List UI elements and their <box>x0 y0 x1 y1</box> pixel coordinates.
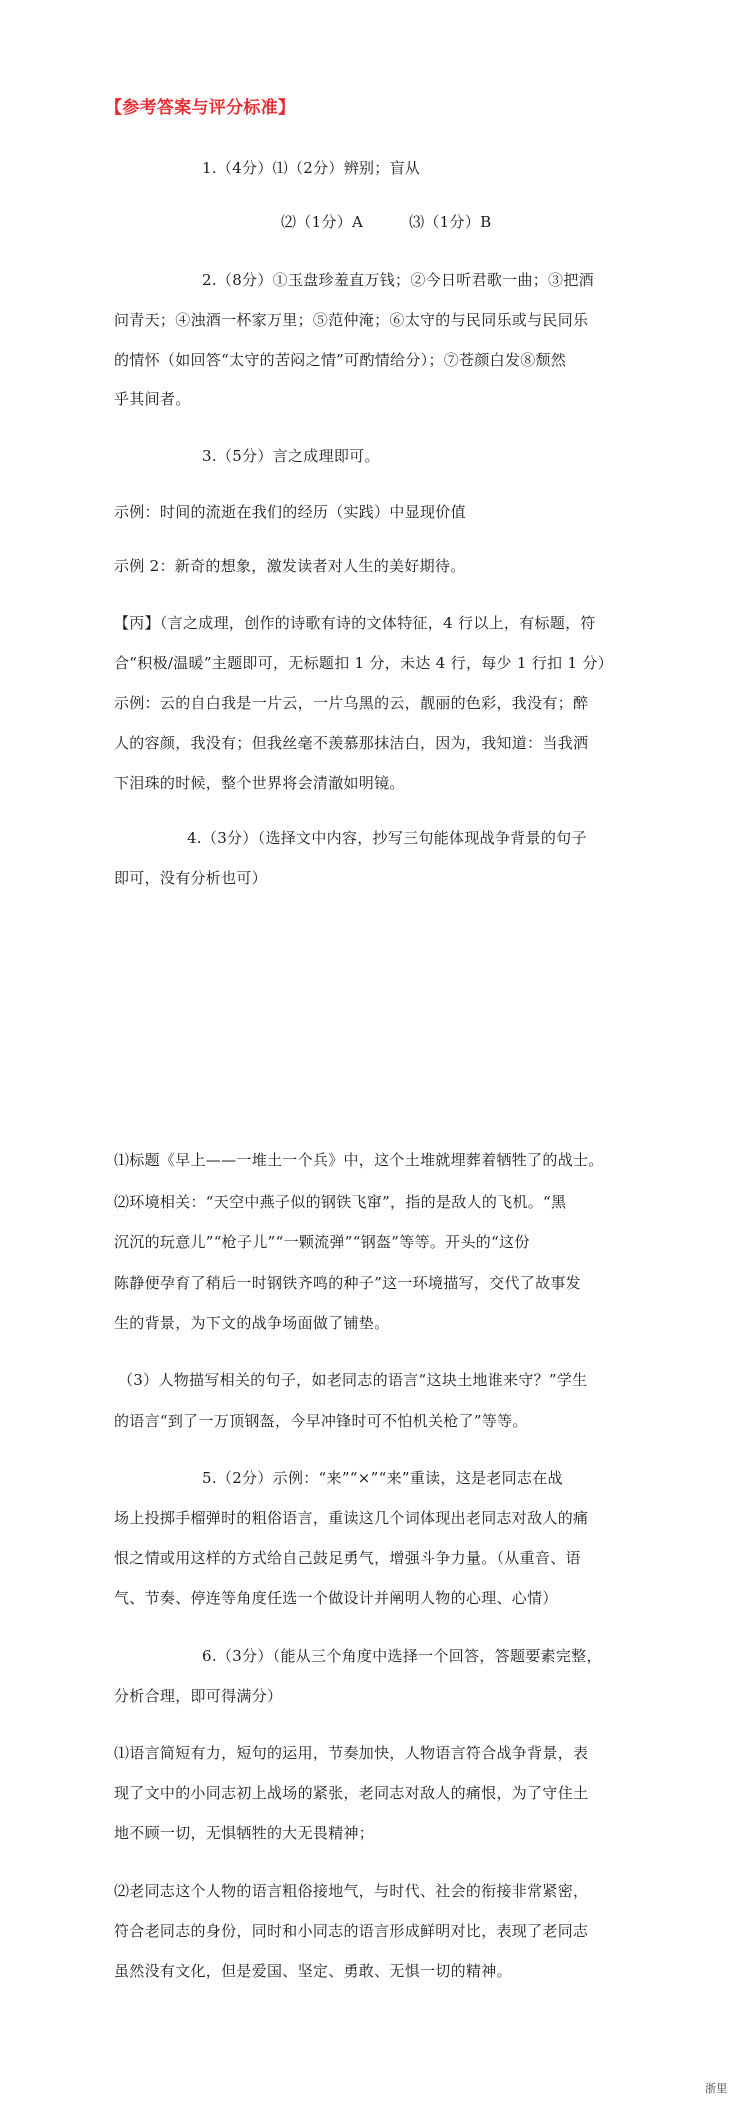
q6-point-2-line-1: ⑵老同志这个人物的语言粗俗接地气，与时代、社会的衔接非常紧密， <box>114 1882 589 1900</box>
q2-line-1: 2.（8分）①玉盘珍羞直万钱；②今日听君歌一曲；③把酒 <box>202 271 594 289</box>
q6-point-1-line-3: 地不顾一切，无惧牺牲的大无畏精神； <box>114 1824 375 1842</box>
q4-line-1: 4.（3分）（选择文中内容，抄写三句能体现战争背景的句子 <box>187 829 587 847</box>
bing-line-2: 合“积极/温暖”主题即可，无标题扣 1 分，未达 4 行，每少 1 行扣 1 分） <box>114 654 614 672</box>
q5-line-4: 气、节奏、停连等角度任选一个做设计并阐明人物的心理、心情） <box>114 1589 558 1607</box>
q3-example-2: 示例 2：新奇的想象，激发读者对人生的美好期待。 <box>114 557 466 575</box>
q6-point-2-line-2: 符合老同志的身份，同时和小同志的语言形成鲜明对比，表现了老同志 <box>114 1922 589 1940</box>
bing-line-5: 下泪珠的时候，整个世界将会清澈如明镜。 <box>114 774 405 792</box>
footer-mark: 浙里 <box>705 2082 728 2095</box>
q3-example-1: 示例：时间的流逝在我们的经历（实践）中显现价值 <box>114 503 466 521</box>
q5-line-2: 场上投掷手榴弹时的粗俗语言，重读这几个词体现出老同志对敌人的痛 <box>114 1509 589 1527</box>
q1-line-1: 1.（4分）⑴（2分）辨别；盲从 <box>202 159 421 177</box>
q2-line-4: 乎其间者。 <box>114 390 191 408</box>
q2-line-3: 的情怀（如回答“太守的苦闷之情”可酌情给分）；⑦苍颜白发⑧颓然 <box>114 351 567 369</box>
q4-point-2-line-3: 陈静便孕育了稍后一时钢铁齐鸣的种子”这一环境描写，交代了故事发 <box>114 1274 581 1292</box>
q5-line-3: 恨之情或用这样的方式给自己鼓足勇气，增强斗争力量。（从重音、语 <box>114 1549 581 1567</box>
q1-line-2: ⑵（1分）A ⑶（1分）B <box>281 213 492 231</box>
q6-point-2-line-3: 虽然没有文化，但是爱国、坚定、勇敢、无惧一切的精神。 <box>114 1962 512 1980</box>
bing-line-1: 【丙】（言之成理，创作的诗歌有诗的文体特征，4 行以上，有标题，符 <box>114 614 596 632</box>
q6-line-1: 6.（3分）（能从三个角度中选择一个回答，答题要素完整， <box>202 1647 602 1665</box>
q5-line-1: 5.（2分）示例：“来”“×”“来”重读，这是老同志在战 <box>202 1469 563 1487</box>
q4-point-3-line-2: 的语言“到了一万顶钢盔，今早冲锋时可不怕机关枪了”等等。 <box>114 1412 528 1430</box>
bing-line-4: 人的容颜，我没有；但我丝毫不羡慕那抹洁白，因为，我知道：当我洒 <box>114 734 589 752</box>
q6-line-2: 分析合理，即可得满分） <box>114 1687 283 1705</box>
q4-point-2-line-1: ⑵环境相关：“天空中燕子似的钢铁飞窜”，指的是敌人的飞机。“黑 <box>114 1193 567 1211</box>
q6-point-1-line-1: ⑴语言简短有力，短句的运用，节奏加快，人物语言符合战争背景，表 <box>114 1744 589 1762</box>
q3-line-1: 3.（5分）言之成理即可。 <box>202 447 380 465</box>
q4-point-1: ⑴标题《早上——一堆土一个兵》中，这个土堆就埋葬着牺牲了的战士。 <box>114 1151 604 1169</box>
q6-point-1-line-2: 现了文中的小同志初上战场的紧张，老同志对敌人的痛恨，为了守住土 <box>114 1784 589 1802</box>
bing-line-3: 示例：云的自白我是一片云，一片乌黑的云，靓丽的色彩，我没有；醉 <box>114 694 589 712</box>
q4-point-3-line-1: （3）人物描写相关的句子，如老同志的语言“这块土地谁来守？”学生 <box>118 1371 588 1389</box>
q2-line-2: 问青天；④浊酒一杯家万里；⑤范仲淹；⑥太守的与民同乐或与民同乐 <box>114 311 589 329</box>
section-heading: 【参考答案与评分标准】 <box>105 98 296 118</box>
q4-line-2: 即可，没有分析也可） <box>114 869 268 887</box>
q4-point-2-line-4: 生的背景，为下文的战争场面做了铺垫。 <box>114 1314 390 1332</box>
q4-point-2-line-2: 沉沉的玩意儿”“枪子儿”“一颗流弹”“钢盔”等等。开头的“这份 <box>114 1233 530 1251</box>
